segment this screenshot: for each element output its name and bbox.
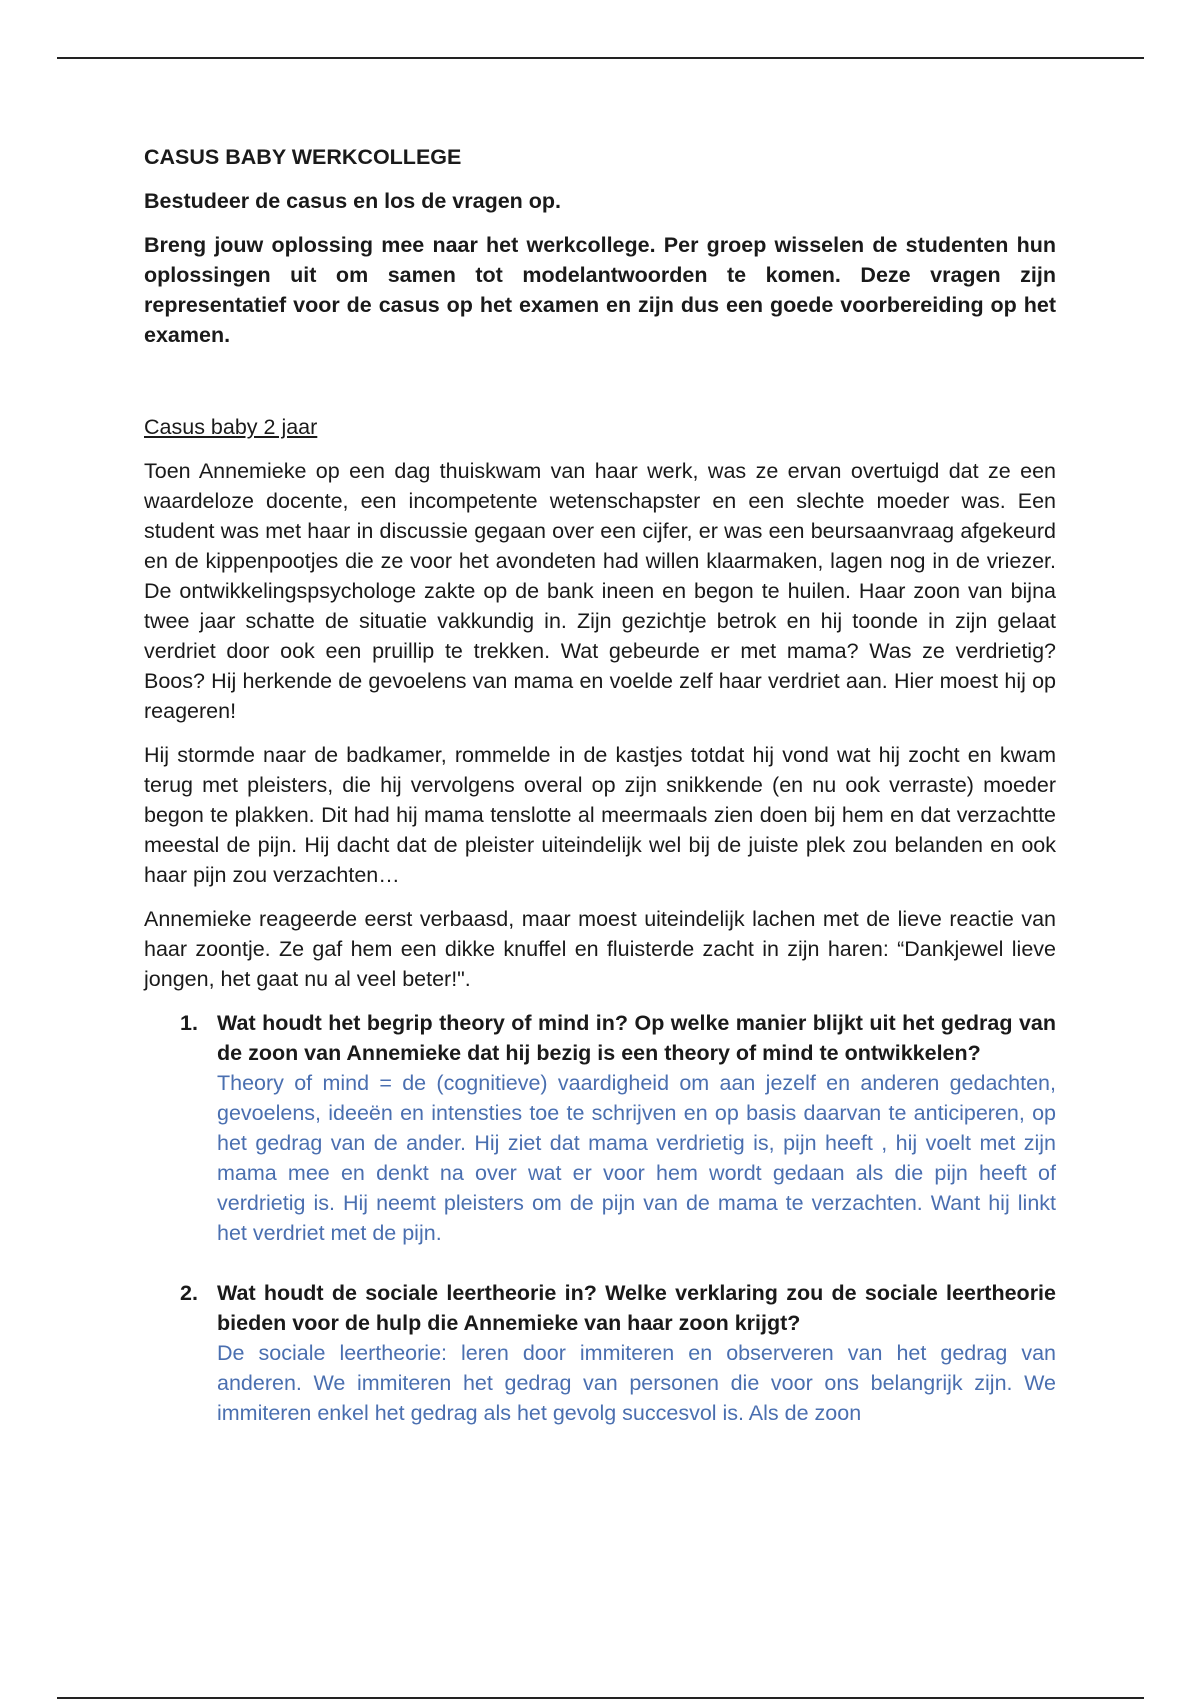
question-item — [144, 1278, 1056, 1428]
question-number: 2. — [180, 1281, 198, 1305]
document-title: CASUS BABY WERKCOLLEGE — [144, 145, 462, 169]
question-text: Wat houdt de sociale leertheorie in? Welke verklaring zou de sociale leertheorie bieden voor de hulp die Annemieke van haar zoon krijgt? — [217, 1281, 1056, 1335]
question-list — [144, 1008, 1056, 1428]
header-rule — [57, 57, 1144, 59]
document-body — [144, 142, 1056, 1458]
question-number: 1. — [180, 1011, 198, 1035]
answer-text: De sociale leertheorie: leren door immiteren en observeren van het gedrag van anderen. We immiteren het gedrag van personen die voor ons belangrijk zijn. We immiteren enkel het gedrag als het gevolg succesvol is. Als de zoon — [217, 1341, 1056, 1425]
instruction-intro: Breng jouw oplossing mee naar het werkcollege. Per groep wisselen de studenten hun oplossingen uit om samen tot modelantwoorden te komen. Deze vragen zijn representatief voor de casus op het examen en zijn dus een goede voorbereiding op het examen. — [144, 233, 1056, 347]
footer-rule — [57, 1697, 1144, 1699]
case-paragraph: Toen Annemieke op een dag thuiskwam van haar werk, was ze ervan overtuigd dat ze een waardeloze docente, een incompetente wetenschapster en een slechte moeder was. Een student was met haar in discussie gegaan over een cijfer, er was een beursaanvraag afgekeurd en de kippenpootjes die ze voor het avondeten had willen klaarmaken, lagen nog in de vriezer. De ontwikkelingspsychologe zakte op de bank ineen en begon te huilen. Haar zoon van bijna twee jaar schatte de situatie vakkundig in. Zijn gezichtje betrok en hij toonde in zijn gelaat verdriet door ook een pruillip te trekken. Wat gebeurde er met mama? Was ze verdrietig? Boos? Hij herkende de gevoelens van mama en voelde zelf haar verdriet aan. Hier moest hij op reageren! — [144, 459, 1056, 723]
answer-text: Theory of mind = de (cognitieve) vaardigheid om aan jezelf en anderen gedachten, gevoelens, ideeën en intensties toe te schrijven en op basis daarvan te anticiperen, op het gedrag van de ander. Hij ziet dat mama verdrietig is, pijn heeft , hij voelt met zijn mama mee en denkt na over wat er voor hem wordt gedaan als die pijn heeft of verdrietig is. Hij neemt pleisters om de pijn van de mama te verzachten. Want hij linkt het verdriet met de pijn. — [217, 1071, 1056, 1245]
question-item — [144, 1008, 1056, 1248]
instruction-lead: Bestudeer de casus en los de vragen op. — [144, 189, 562, 213]
case-paragraph: Hij stormde naar de badkamer, rommelde in de kastjes totdat hij vond wat hij zocht en kwam terug met pleisters, die hij vervolgens overal op zijn snikkende (en nu ook verraste) moeder begon te plakken. Dit had hij mama tenslotte al meermaals zien doen bij hem en dat verzachtte meestal de pijn. Hij dacht dat de pleister uiteindelijk wel bij de juiste plek zou belanden en ook haar pijn zou verzachten… — [144, 743, 1056, 887]
case-title: Casus baby 2 jaar — [144, 415, 318, 439]
question-text: Wat houdt het begrip theory of mind in? Op welke manier blijkt uit het gedrag van de zoon van Annemieke dat hij bezig is een theory of mind te ontwikkelen? — [217, 1011, 1056, 1065]
case-paragraph: Annemieke reageerde eerst verbaasd, maar moest uiteindelijk lachen met de lieve reactie van haar zoontje. Ze gaf hem een dikke knuffel en fluisterde zacht in zijn haren: “Dankjewel lieve jongen, het gaat nu al veel beter!". — [144, 907, 1056, 991]
